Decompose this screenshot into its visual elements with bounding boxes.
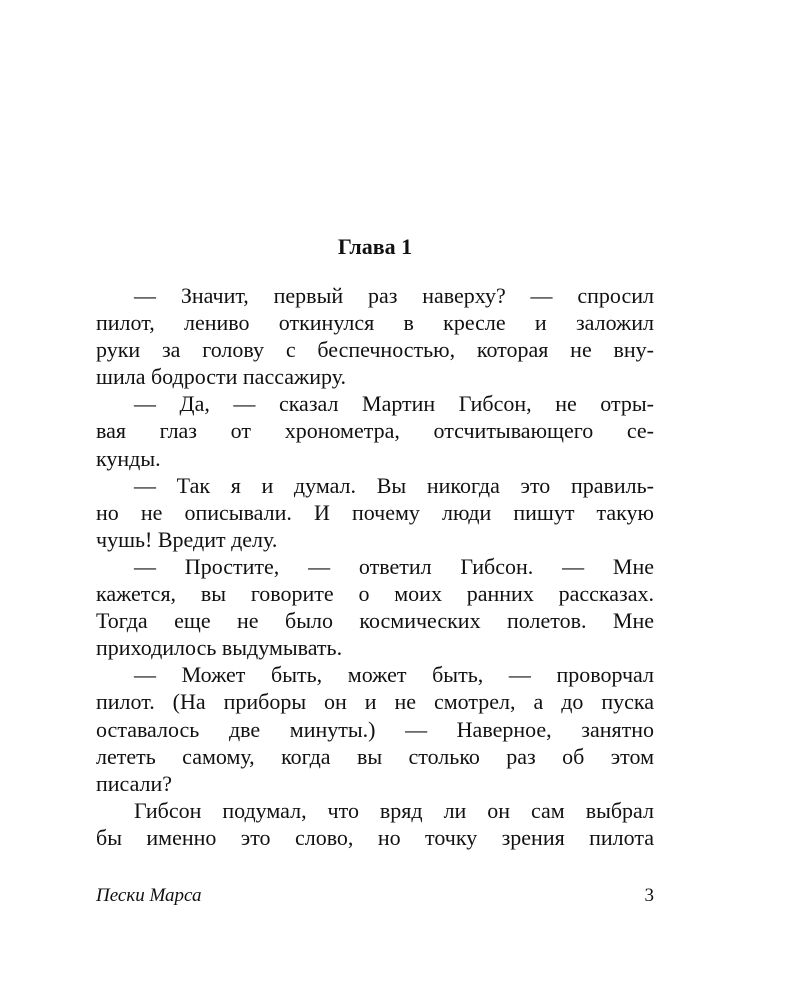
- text-line: приходилось выдумывать.: [96, 635, 343, 661]
- text-line: — Может быть, может быть, — проворчал: [134, 662, 654, 688]
- text-line: — Значит, первый раз наверху? — спросил: [134, 283, 654, 308]
- running-footer-title: Пески Марса: [96, 885, 202, 906]
- page-number: 3: [644, 885, 654, 906]
- paragraph: [96, 553, 654, 661]
- text-line: шила бодрости пассажиру.: [96, 364, 346, 390]
- paragraph: [96, 661, 654, 796]
- paragraph: [96, 390, 654, 471]
- text-line: чушь! Вредит делу.: [96, 526, 278, 552]
- paragraph: [96, 282, 654, 390]
- text-line: пилот, лениво откинулся в кресле и заложил: [96, 310, 654, 336]
- text-line: оставалось две минуты.) — Наверное, занятно: [96, 716, 654, 742]
- text-line: — Так я и думал. Вы никогда это правиль-: [134, 472, 654, 498]
- text-line: — Да, — сказал Мартин Гибсон, не отры-: [134, 391, 654, 417]
- paragraph: [96, 472, 654, 553]
- text-line: — Простите, — ответил Гибсон. — Мне: [134, 553, 654, 579]
- text-line: пилот. (На приборы он и не смотрел, а до пуска: [96, 689, 654, 715]
- text-line: писали?: [96, 770, 173, 796]
- text-line: руки за голову с беспечностью, которая не вну-: [96, 337, 654, 363]
- text-line: лететь самому, когда вы столько раз об этом: [96, 743, 654, 769]
- text-line: вая глаз от хронометра, отсчитывающего се-: [96, 418, 654, 444]
- text-line: но не описывали. И почему люди пишут такую: [96, 499, 654, 525]
- text-line: Тогда еще не было космических полетов. Мне: [96, 608, 654, 634]
- text-line: кажется, вы говорите о моих ранних рассказах.: [96, 581, 654, 607]
- text-line: кунды.: [96, 445, 161, 471]
- body-text: [96, 282, 654, 851]
- chapter-title: Глава 1: [337, 234, 413, 259]
- paragraph: [96, 797, 654, 851]
- text-line: бы именно это слово, но точку зрения пилота: [96, 824, 654, 850]
- text-line: Гибсон подумал, что вряд ли он сам выбрал: [134, 797, 654, 823]
